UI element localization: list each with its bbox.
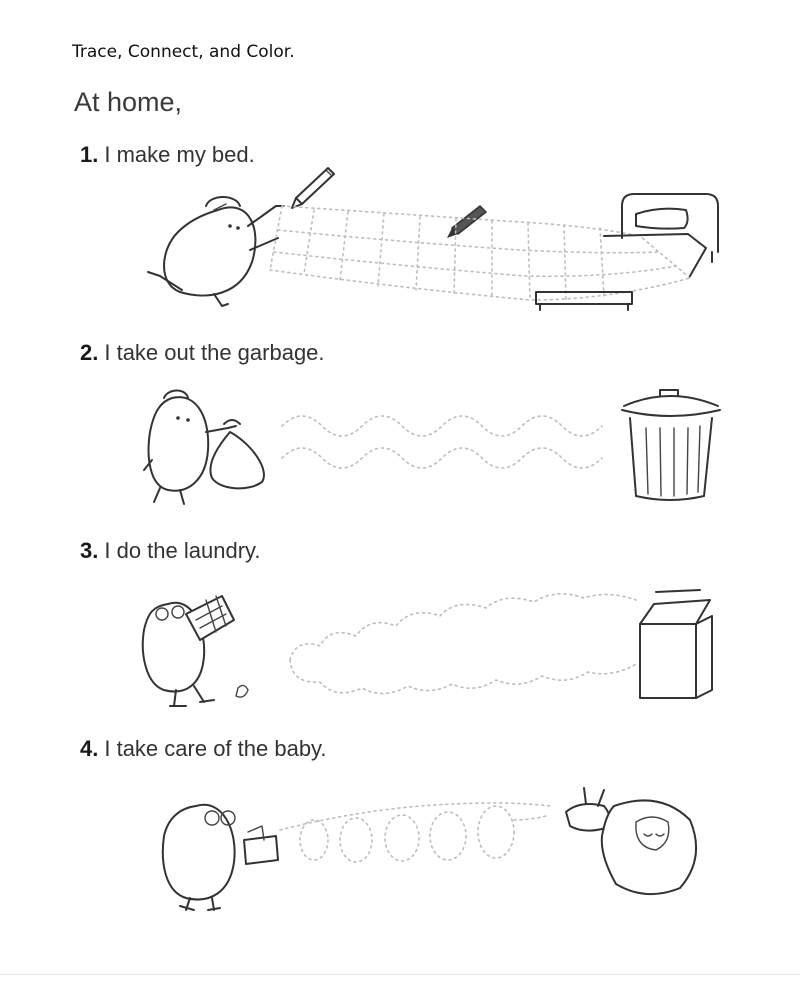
baby-trace xyxy=(280,803,550,862)
bunny-icon xyxy=(566,788,610,831)
potato-character-icon xyxy=(148,197,284,306)
laundry-trace xyxy=(290,594,636,694)
potato-character-garbage-icon xyxy=(144,391,228,505)
washing-machine-icon xyxy=(640,590,712,698)
item-3-number: 3. xyxy=(80,538,99,563)
baby-in-blanket-icon xyxy=(602,800,696,894)
item-4-number: 4. xyxy=(80,736,99,761)
crayon-icon xyxy=(447,206,486,238)
instruction-text: Trace, Connect, and Color. xyxy=(72,42,295,62)
pencil-icon xyxy=(292,168,334,208)
potato-character-baby-icon xyxy=(163,805,235,910)
page-bottom-line xyxy=(0,974,800,975)
item-4-text: I take care of the baby. xyxy=(104,736,327,761)
blanket-trace xyxy=(270,206,690,300)
item-1-number: 1. xyxy=(80,142,99,167)
baby-box-icon xyxy=(244,826,278,864)
item-2-text: I take out the garbage. xyxy=(104,340,325,365)
page-heading: At home, xyxy=(74,87,183,117)
item-2-number: 2. xyxy=(80,340,99,365)
item-1-text: I make my bed. xyxy=(104,142,255,167)
trash-can-icon xyxy=(622,390,720,500)
item-3-text: I do the laundry. xyxy=(104,538,261,563)
garbage-trace xyxy=(282,416,602,468)
